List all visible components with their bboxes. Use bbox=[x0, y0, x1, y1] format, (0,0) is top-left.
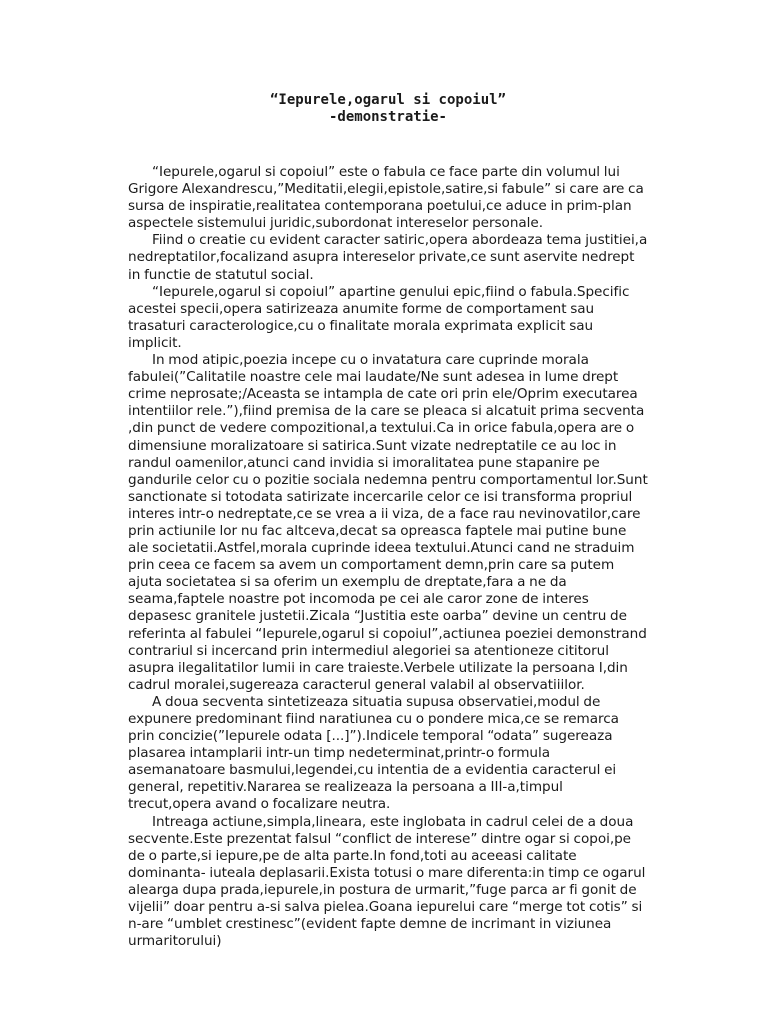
document-body bbox=[128, 164, 648, 950]
paragraph-1: “Iepurele,ogarul si copoiul” este o fabula ce face parte din volumul lui Grigore Alexandrescu,”Meditatii,elegii,epistole,satire,si fabule” si care are ca sursa de inspiratie,realitatea contemporana poetului,ce aduce in prim-plan aspectele sistemului juridic,subordonat intereselor personale. bbox=[128, 164, 644, 232]
paragraph-4: In mod atipic,poezia incepe cu o invatatura care cuprinde morala fabulei(”Calitatile noastre cele mai laudate/Ne sunt adesea in lume drept crime neprosate;/Aceasta se intampla de cate ori prin ele/Oprim executarea intentiilor rele.”),fiind premisa de la care se pleaca si alcatuit prima secventa ,din punct de vedere compozitional,a textului.Ca in orice fabula,opera are o dimensiune moralizatoare si satirica.Sunt vizate nedreptatile ce au loc in randul oamenilor,atunci cand invidia si imoralitatea pune stapanire pe gandurile celor cu o pozitie sociala nedemna pentru comportamentul lor.Sunt sanctionate si totodata satirizate incercarile celor ce isi transforma propriul interes intr-o nedreptate,ce se vrea a ii viza, de a face rau nevinovatilor,care prin actiunile lor nu fac altceva,decat sa opreasca faptele mai putine bune ale societatii.Astfel,morala cuprinde ideea textului.Atunci cand ne straduim prin ceea ce facem sa avem un comportament demn,prin care sa putem ajuta societatea si sa oferim un exemplu de dreptate,fara a ne da seama,faptele noastre pot incomoda pe cei ale caror zone de interes depasesc granitele justetii.Zicala “Justitia este oarba” devine un centru de referinta al fabulei “Iepurele,ogarul si copoiul”,actiunea poeziei demonstrand contrariul si incercand prin intermediul alegoriei sa atentioneze cititorul asupra ilegalitatilor lumii in care traieste.Verbele utilizate la persoana I,din cadrul moralei,sugereaza caracterul general valabil al observatiiilor. bbox=[128, 352, 648, 693]
paragraph-6: Intreaga actiune,simpla,lineara, este inglobata in cadrul celei de a doua secvente.Este prezentat falsul “conflict de interese” dintre ogar si copoi,pe de o parte,si iepure,pe de alta parte.In fond,toti au aceeasi calitate dominanta- iuteala deplasarii.Exista totusi o mare diferenta:in timp ce ogarul alearga dupa prada,iepurele,in postura de urmarit,”fuge parca ar fi gonit de vijelii” doar pentru a-si salva pielea.Goana iepurelui care “merge tot cotis” si n-are “umblet crestinesc”(evident fapte demne de incrimant in viziunea urmaritorului) bbox=[128, 813, 646, 950]
document-subtitle: -demonstratie- bbox=[328, 109, 447, 125]
paragraph-3: “Iepurele,ogarul si copoiul” apartine genului epic,fiind o fabula.Specific acestei specii,opera satirizeaza anumite forme de comportament sau trasaturi caracterologice,cu o finalitate morala exprimata explicit sau implicit. bbox=[128, 283, 630, 351]
paragraph-5: A doua secventa sintetizeaza situatia supusa observatiei,modul de expunere predominant fiind naratiunea cu o pondere mica,ce se remarca prin concizie(”Iepurele odata [...]”).Indicele temporal “odata” sugereaza plasarea intamplarii intr-un timp nedeterminat,printr-o formula asemanatoare basmului,legendei,cu intentia de a evidentia caracterul ei general, repetitiv.Nararea se realizeaza la persoana a III-a,timpul trecut,opera avand o focalizare neutra. bbox=[128, 693, 619, 813]
document-title: “Iepurele,ogarul si copoiul” bbox=[269, 92, 506, 108]
paragraph-2: Fiind o creatie cu evident caracter satiric,opera abordeaza tema justitiei,a nedreptatilor,focalizand asupra intereselor private,ce sunt aservite nedrept in functie de statutul social. bbox=[128, 232, 648, 283]
document-page bbox=[128, 92, 648, 950]
